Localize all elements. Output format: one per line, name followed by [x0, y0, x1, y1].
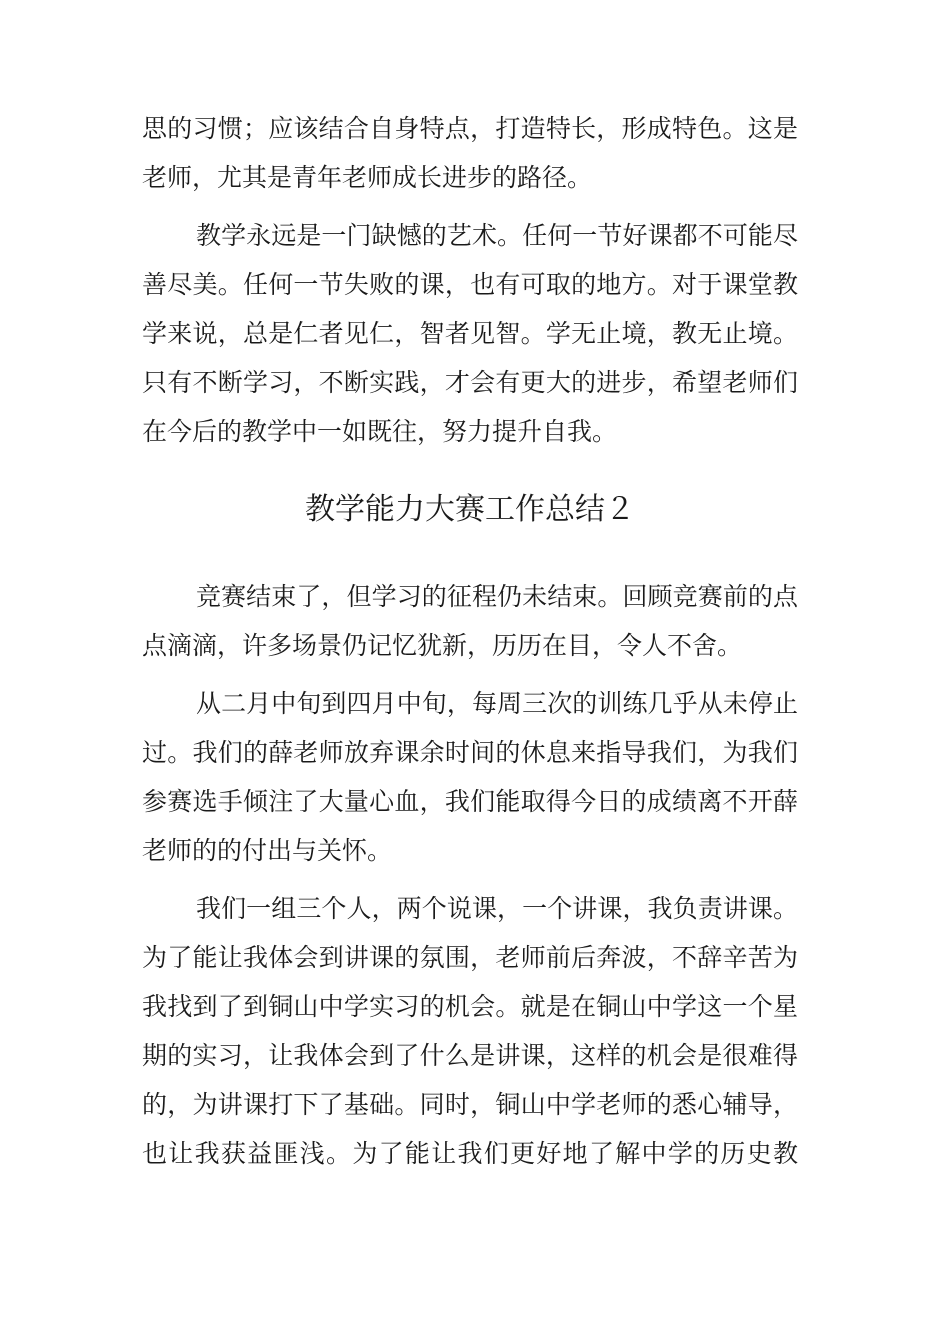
text-line: 只有不断学习，不断实践，才会有更大的进步，希望老师们 — [142, 368, 798, 397]
text-line: 在今后的教学中一如既往，努力提升自我。 — [142, 417, 618, 446]
text-line: 竞赛结束了，但学习的征程仍未结束。回顾竞赛前的点 — [196, 582, 798, 611]
text-line: 的，为讲课打下了基础。同时，铜山中学老师的悉心辅导， — [142, 1090, 798, 1119]
paragraph — [142, 572, 798, 670]
document-page — [142, 104, 798, 1187]
paragraph — [142, 884, 798, 1178]
text-line: 老师，尤其是青年老师成长进步的路径。 — [142, 163, 593, 192]
text-line: 善尽美。任何一节失败的课，也有可取的地方。对于课堂教 — [142, 270, 798, 299]
section-heading: 教学能力大赛工作总结２ — [305, 492, 635, 527]
text-line: 我找到了到铜山中学实习的机会。就是在铜山中学这一个星 — [142, 992, 798, 1021]
text-line: 为了能让我体会到讲课的氛围，老师前后奔波，不辞辛苦为 — [142, 943, 798, 972]
paragraph — [142, 679, 798, 875]
text-line: 期的实习，让我体会到了什么是讲课，这样的机会是很难得 — [142, 1041, 798, 1070]
paragraph — [142, 211, 798, 456]
text-line: 过。我们的薛老师放弃课余时间的休息来指导我们，为我们 — [142, 738, 798, 767]
text-line: 从二月中旬到四月中旬，每周三次的训练几乎从未停止 — [196, 689, 798, 718]
text-line: 我们一组三个人，两个说课，一个讲课，我负责讲课。 — [196, 894, 798, 923]
text-line: 参赛选手倾注了大量心血，我们能取得今日的成绩离不开薛 — [142, 787, 798, 816]
paragraph — [142, 104, 798, 202]
text-line: 点滴滴，许多场景仍记忆犹新，历历在目，令人不舍。 — [142, 631, 743, 660]
text-line: 教学永远是一门缺憾的艺术。任何一节好课都不可能尽 — [196, 221, 798, 250]
text-line: 学来说，总是仁者见仁，智者见智。学无止境，教无止境。 — [142, 319, 798, 348]
text-line: 思的习惯；应该结合自身特点，打造特长，形成特色。这是 — [142, 114, 798, 143]
text-line: 老师的的付出与关怀。 — [142, 836, 393, 865]
text-line: 也让我获益匪浅。为了能让我们更好地了解中学的历史教 — [142, 1139, 798, 1168]
